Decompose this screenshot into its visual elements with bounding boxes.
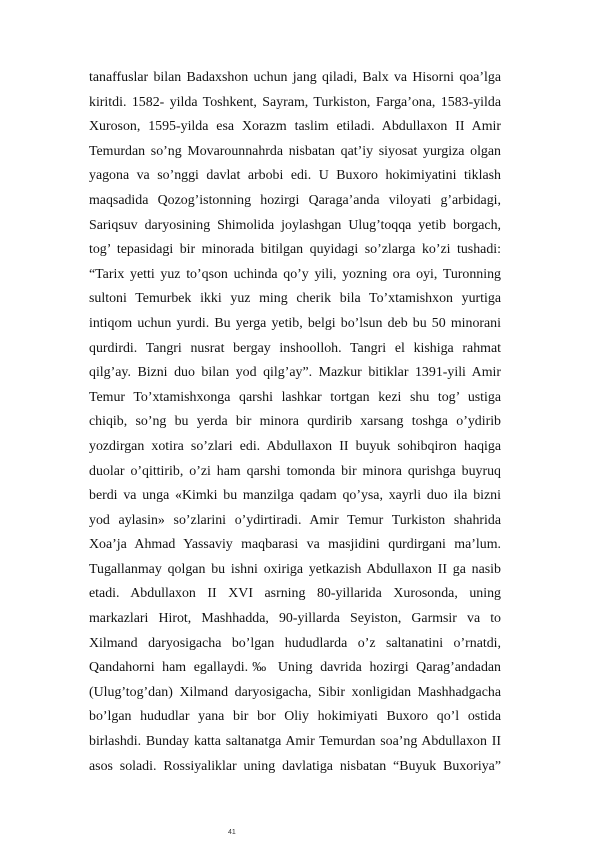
text-line: etadi. Abdullaxon II XVI asrning 80-yillarida Xurosonda, uning — [89, 586, 501, 602]
text-line: “Tarix yetti yuz to’qson uchinda qo’y yili, yozning ora oyi, Turonning — [89, 266, 501, 282]
text-line: markazlari Hirot, Mashhadda, 90-yillarda Seyiston, Garmsir va to — [89, 611, 501, 627]
text-line: yagona va so’nggi davlat arbobi edi. U Buxoro hokimiyatini tiklash — [89, 168, 501, 184]
page-number: 41 — [228, 829, 236, 836]
text-line: intiqom uchun yurdi. Bu yerga yetib, belgi bo’lsun deb bu 50 minorani — [89, 315, 501, 331]
text-line: bo’lgan hududlar yana bir bor Oliy hokimiyati Buxoro qo’l ostida — [89, 709, 501, 725]
text-line: yod aylasin» so’zlarini o’ydirtiradi. Amir Temur Turkiston shahrida — [89, 512, 501, 528]
text-line: tog’ tepasidagi bir minorada bitilgan quyidagi so’zlarga ko’zi tushadi: — [89, 242, 501, 258]
text-line: birlashdi. Bunday katta saltanatga Amir Temurdan soa’ng Abdullaxon II — [89, 734, 501, 750]
text-line: sultoni Temurbek ikki yuz ming cherik bila To’xtamishxon yurtiga — [89, 291, 501, 307]
text-line: Xilmand daryosigacha bo’lgan hududlarda o’z saltanatini o’rnatdi, — [89, 635, 501, 651]
text-line: Qandahorni ham egallaydi.‰ Uning davrida hozirgi Qarag’andadan — [89, 660, 501, 676]
text-line: Sariqsuv daryosining Shimolida joylashgan Ulug’toqqa yetib borgach, — [89, 217, 501, 233]
text-line: kiritdi. 1582- yilda Toshkent, Sayram, Turkiston, Farga’ona, 1583-yilda — [89, 94, 501, 110]
text-line: duolar o’qittirib, o’zi ham qarshi tomonda bir minora qurishga buyruq — [89, 463, 501, 479]
text-line: Tugallanmay qolgan bu ishni oxiriga yetkazish Abdullaxon II ga nasib — [89, 561, 501, 577]
text-line: Xoa’ja Ahmad Yassaviy maqbarasi va masjidini qurdirgani ma’lum. — [89, 537, 501, 553]
text-line: (Ulug’tog’dan) Xilmand daryosigacha, Sibir xonligidan Mashhadgacha — [89, 684, 501, 700]
body-text — [89, 66, 501, 779]
text-line: Xuroson, 1595-yilda esa Xorazm taslim etiladi. Abdullaxon II Amir — [89, 119, 501, 135]
text-line: tanaffuslar bilan Badaxshon uchun jang qiladi, Balx va Hisorni qoa’lga — [89, 70, 501, 85]
text-line: Temurdan so’ng Movarounnahrda nisbatan qat’iy siyosat yurgiza olgan — [89, 143, 501, 159]
text-line: qilg’ay. Bizni duo bilan yod qilg’ay”. Mazkur bitiklar 1391-yili Amir — [89, 365, 501, 381]
text-line: maqsadida Qozog’istonning hozirgi Qaraga’anda viloyati g’arbidagi, — [89, 192, 501, 208]
text-line: yozdirgan xotira so’zlari edi. Abdullaxon II buyuk sohibqiron haqiga — [89, 438, 501, 454]
text-line: qurdirdi. Tangri nusrat bergay inshoolloh. Tangri el kishiga rahmat — [89, 340, 501, 356]
text-line: chiqib, so’ng bu yerda bir minora qurdirib xarsang toshga o’ydirib — [89, 414, 501, 430]
text-line: berdi va unga «Kimki bu manzilga qadam qo’ysa, xayrli duo ila bizni — [89, 488, 501, 504]
text-line: asos soladi. Rossiyaliklar uning davlatiga nisbatan “Buyuk Buxoriya” — [89, 758, 501, 774]
text-line: Temur To’xtamishxonga qarshi lashkar tortgan kezi shu tog’ ustiga — [89, 389, 501, 405]
